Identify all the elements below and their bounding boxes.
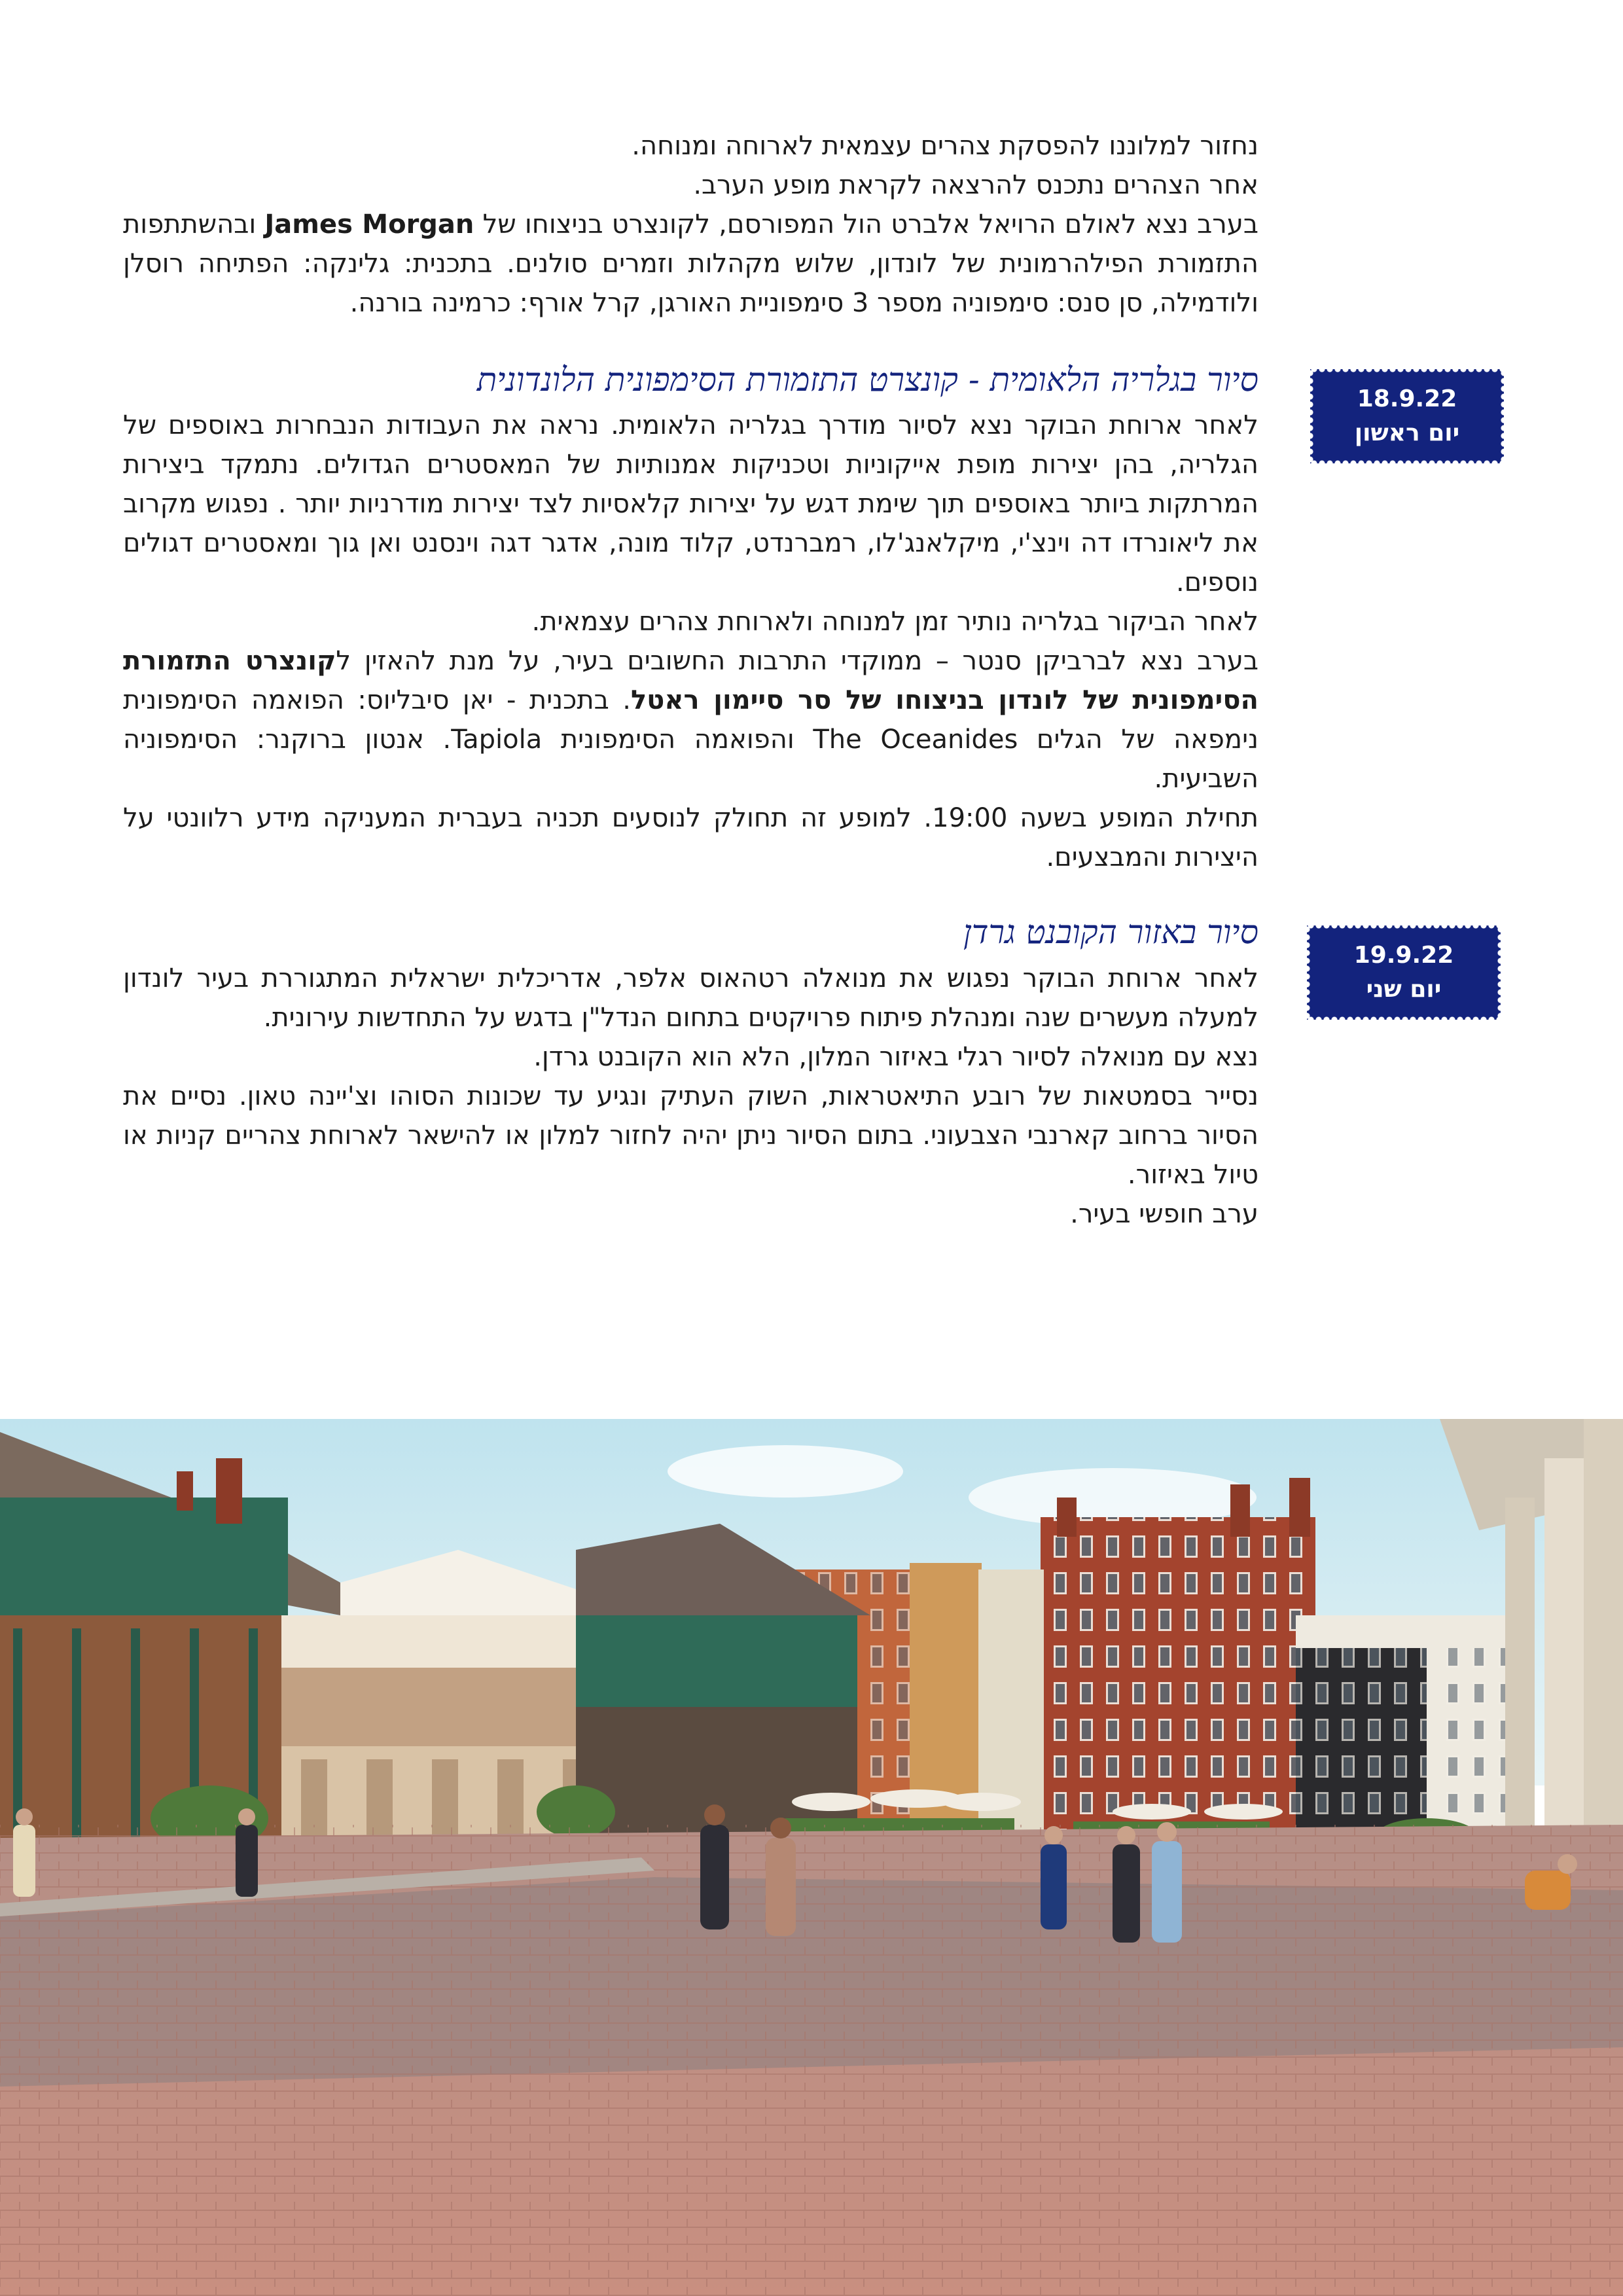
stamp-edge <box>1307 1016 1501 1023</box>
day1-date-stamp <box>1310 369 1504 463</box>
stamp-edge <box>1310 366 1504 372</box>
day1-title: סיור בגלריה הלאומית - קונצרט התזמורת הסימפונית הלונדונית <box>476 361 1258 399</box>
cream-building <box>978 1570 1044 1857</box>
day1-p3-post3: . אנטון ברוקנר: הסימפוניה השביעית. <box>123 725 1258 794</box>
stamp-edge <box>1310 460 1504 467</box>
intro-line-3-pre: בערב נצא לאולם הרויאל אלברט הול המפורסם, לקונצרט בניצוחו של <box>482 209 1259 240</box>
day1-p3-post1: . בתכנית - יאן סיבליוס: הפואמה הסימפונית נימפאה של הגלים <box>123 685 1259 755</box>
day2-date: 19.9.22 <box>1353 942 1454 969</box>
day2-weekday: יום שני <box>1366 976 1442 1003</box>
work-oceanides: The Oceanides <box>813 725 1018 755</box>
day2-title: סיור באזור הקובנט גרדן <box>963 913 1258 951</box>
day1-paragraph-3 <box>123 641 1258 798</box>
cloud <box>668 1445 903 1498</box>
day1-weekday: יום ראשון <box>1354 420 1460 446</box>
intro-line-3 <box>123 205 1258 323</box>
day1-paragraph-4: תחילת המופע בשעה 19:00. למופע זה תחולק לנוסעים תכניה בעברית המעניקה מידע רלוונטי על היצירות והמבצעים. <box>123 803 1258 872</box>
intro-line-2: אחר הצהרים נתכנס להרצאה לקראת מופע הערב. <box>693 170 1258 200</box>
day2-paragraph-4: ערב חופשי בעיר. <box>1070 1199 1258 1229</box>
day1-paragraph-1: לאחר ארוחת הבוקר נצא לסיור מודרך בגלריה הלאומית. נראה את העבודות הנבחרות באוספים של הגלריה, בהן יצירות מופת אייקוניות וטכניקות אמנותיות של המאסטרים הגדולים. נתמקד ביצירות המרתקות ביותר באוספים תוך שימת דגש על יצירות קלאסיות לצד יצירות מודרניות יותר . נפגוש מקרוב את ליאונרדו דה וינצ'י, מיקלאנג'לו, רמברנדט, קלוד מונה, אדגר דגה וינסנט ואן גוך ומאסטרים דגולים נוספים. <box>123 410 1258 598</box>
day2-paragraph-3: נסייר בסמטאות של רובע התיאטראות, השוק העתיק ונגיע עד שכונות הסוהו וצ'יינה טאון. נסיים את הסיור ברחוב קארנבי הצבעוני. בתום הסיור ניתן יהיה לחזור למלון או להישאר לארוחת צהריים קניות או טיול באיזור. <box>123 1081 1258 1190</box>
intro-line-1: נחזור למלוננו להפסקת צהרים עצמאית לארוחה ומנוחה. <box>632 131 1258 161</box>
day2-body <box>123 959 1258 1234</box>
day1-p3-pre: בערב נצא לברביקן סנטר – ממוקדי התרבות החשובים בעיר, על מנת להאזין ל <box>336 646 1258 676</box>
intro-text <box>123 126 1258 323</box>
work-tapiola: Tapiola <box>451 725 543 755</box>
covent-garden-illustration <box>0 1419 1623 2296</box>
covent-garden-photo <box>0 1419 1623 2296</box>
conductor-name: James Morgan <box>264 209 474 240</box>
day2-date-stamp <box>1307 925 1501 1020</box>
concert-name: קונצרט התזמורת הסימפונית של לונדון בניצוחו של סר סיימון ראטל <box>123 646 1258 715</box>
day1-body <box>123 406 1258 877</box>
day1-paragraph-2: לאחר הביקור בגלריה נותיר זמן למנוחה ולארוחת צהרים עצמאית. <box>531 607 1258 637</box>
intro-line-3-post: ובהשתתפות התזמורת הפילהרמונית של לונדון, שלוש מקהלות וזמרים סולנים. בתכנית: גלינקה: הפתיחה רוסלן ולודמילה, סן סנס: סימפוניה מספר 3 סימפוניית האורגן, קרל אורף: כרמינה בורנה. <box>123 209 1258 318</box>
day1-date: 18.9.22 <box>1357 386 1457 412</box>
day2-paragraph-1: לאחר ארוחת הבוקר נפגוש את מנואלה רטהאוס אלפר, אדריכלית ישראלית המתגוררת בעיר לונדון למעלה מעשרים שנה ומנהלת פיתוח פרויקטים בתחום הנדל"ן בדגש על התחדשות עירונית. <box>123 963 1258 1033</box>
day1-p3-post2: והפואמה הסימפונית <box>560 725 794 755</box>
stamp-edge <box>1307 922 1501 929</box>
day2-paragraph-2: נצא עם מנואלה לסיור רגלי באיזור המלון, הלא הוא הקובנט גרדן. <box>533 1042 1258 1072</box>
